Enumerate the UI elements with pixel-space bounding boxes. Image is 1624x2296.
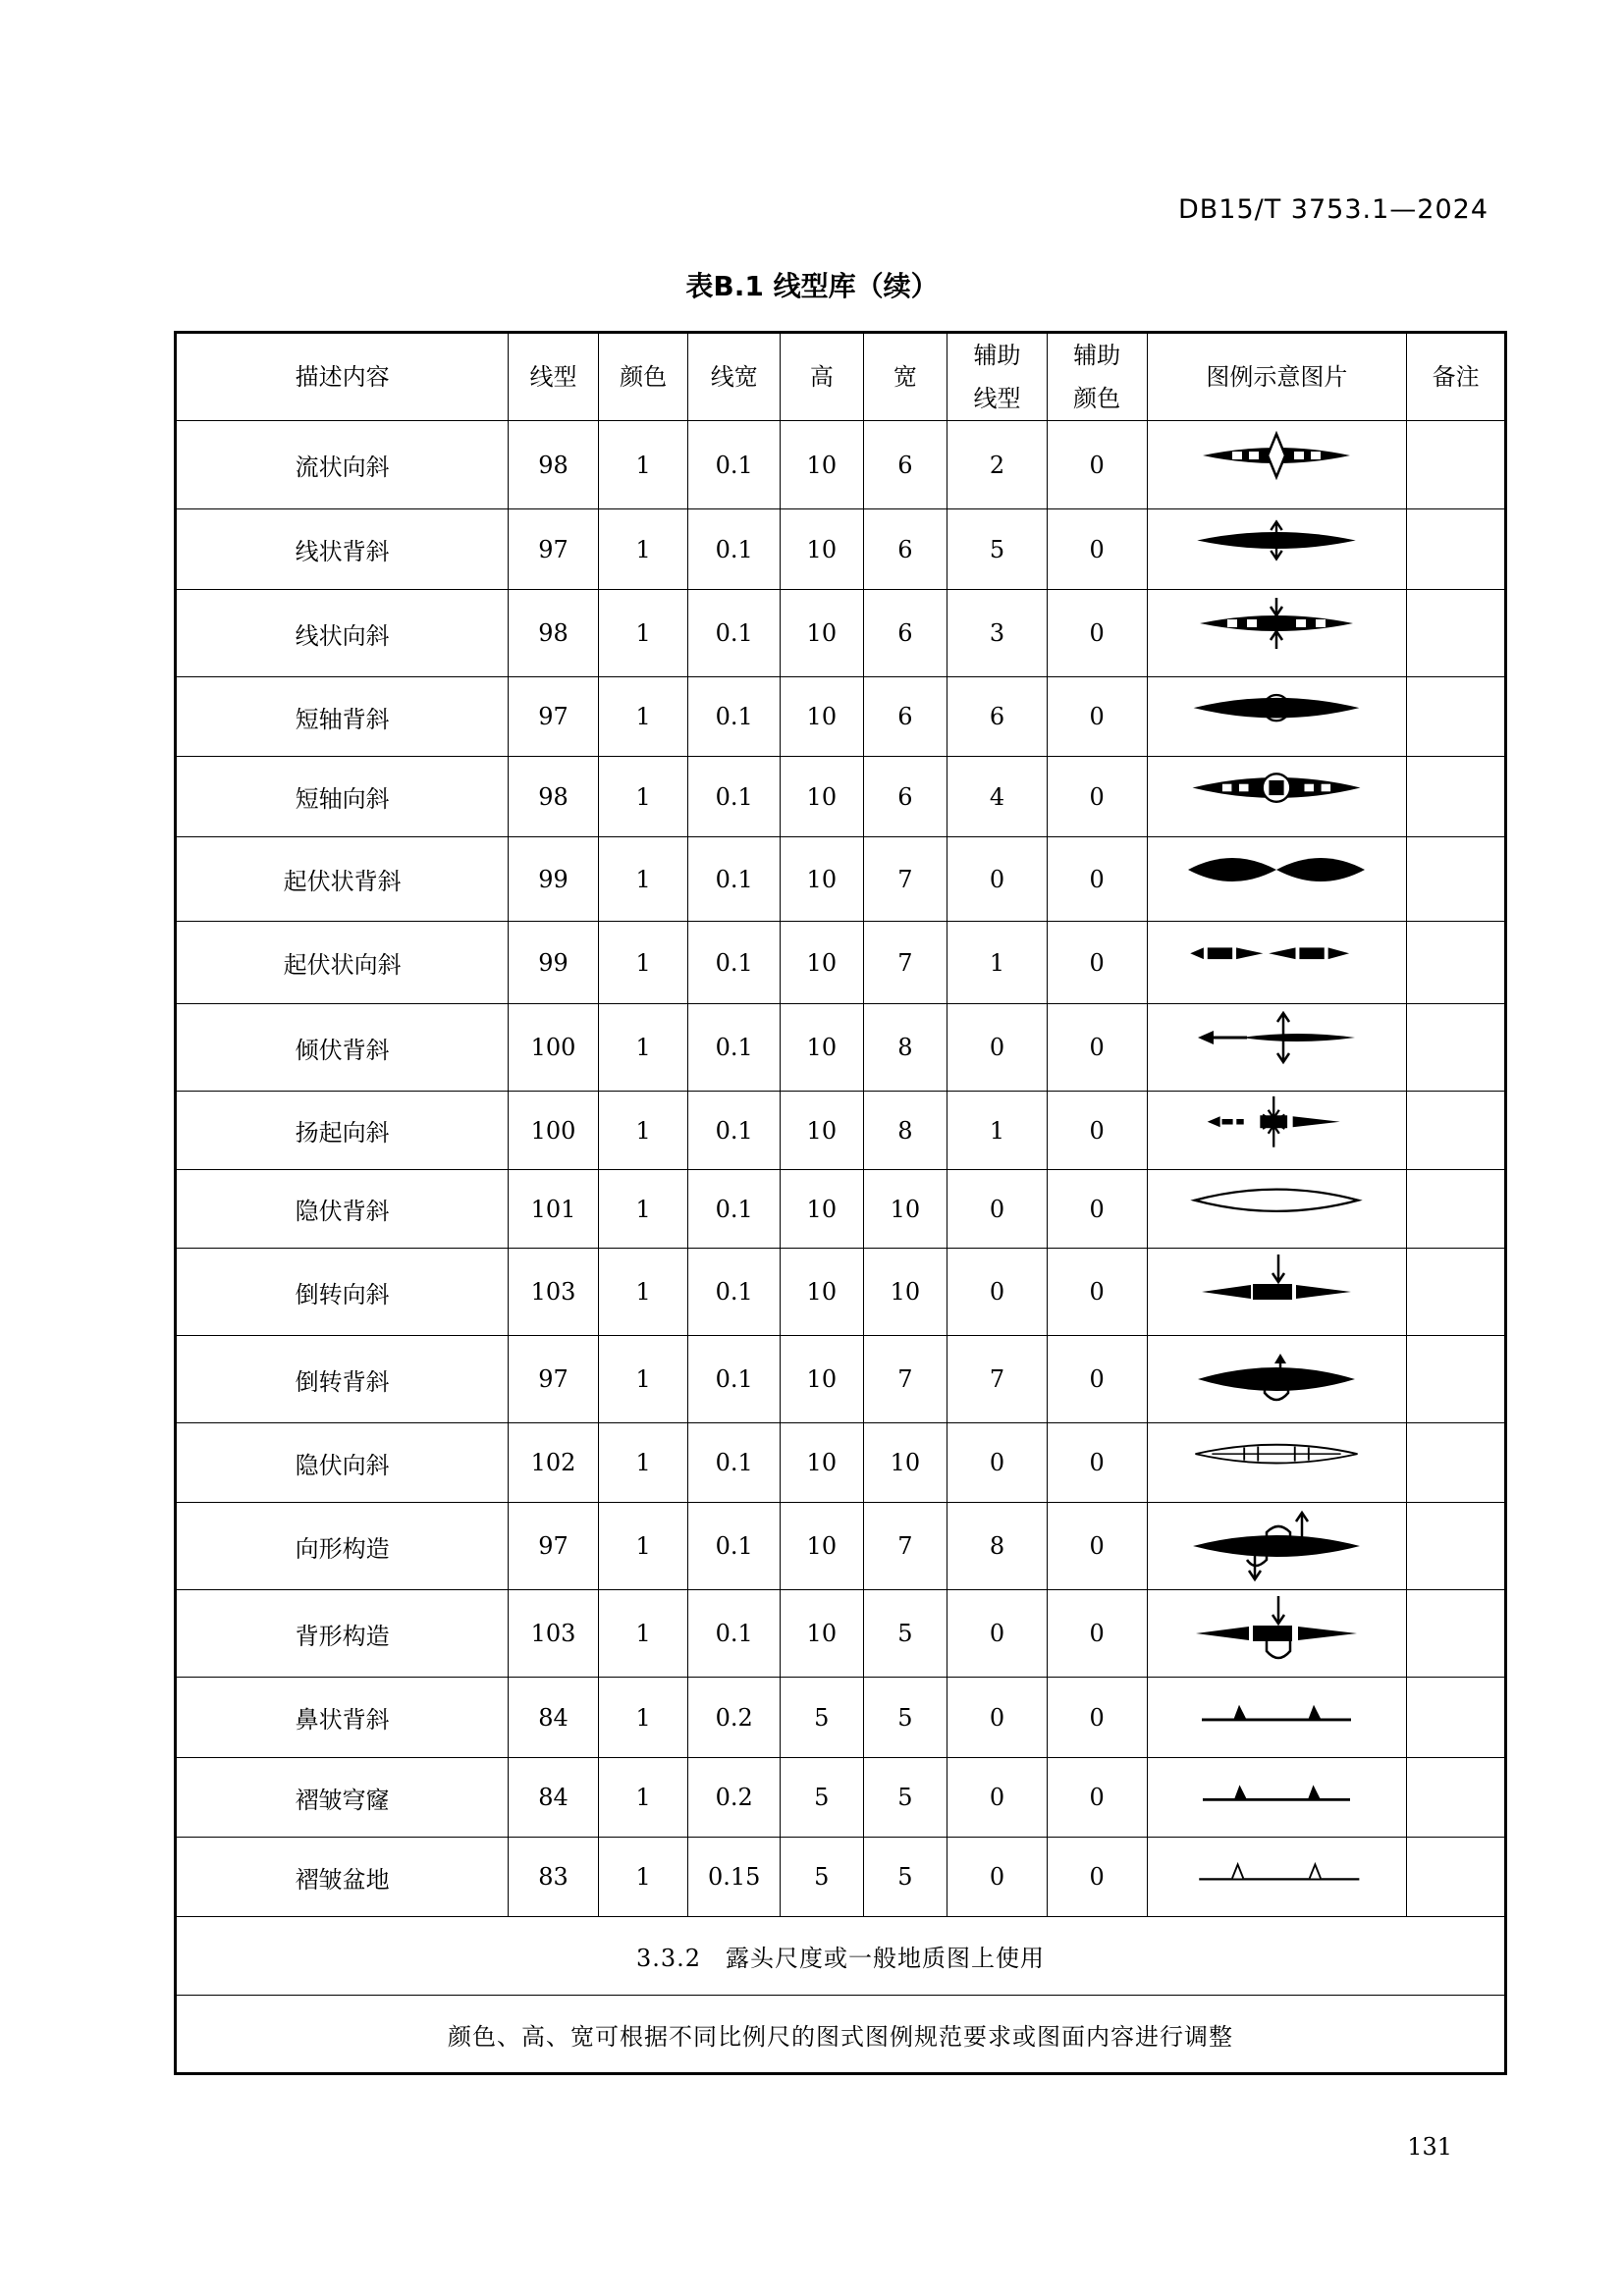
- width-cell: 5: [863, 1678, 947, 1758]
- antiform-icon: [1183, 1594, 1370, 1673]
- remark-cell: [1407, 1590, 1506, 1678]
- line-type-cell: 98: [509, 757, 599, 837]
- aux-color-cell: 0: [1047, 1503, 1147, 1590]
- aux-type-cell: 7: [947, 1336, 1048, 1423]
- color-cell: 1: [598, 922, 688, 1004]
- line-type-cell: 97: [509, 1336, 599, 1423]
- table-row: [176, 1170, 1506, 1249]
- color-cell: 1: [598, 1678, 688, 1758]
- col-header-w: 宽: [863, 333, 947, 421]
- line-width-cell: 0.2: [688, 1758, 781, 1838]
- table-row: [176, 1503, 1506, 1590]
- color-cell: 1: [598, 1838, 688, 1917]
- line-type-cell: 101: [509, 1170, 599, 1249]
- line-type-cell: 84: [509, 1758, 599, 1838]
- document-code: DB15/T 3753.1—2024: [1177, 194, 1489, 225]
- legend-image-cell: [1147, 837, 1407, 922]
- color-cell: 1: [598, 590, 688, 677]
- line-width-cell: 0.1: [688, 509, 781, 590]
- legend-image-cell: [1147, 1249, 1407, 1336]
- legend-image-cell: [1147, 1092, 1407, 1170]
- desc-cell: 线状向斜: [176, 590, 509, 677]
- line-type-cell: 103: [509, 1249, 599, 1336]
- fold-basin-icon: [1183, 1841, 1370, 1914]
- height-cell: 10: [781, 1590, 864, 1678]
- remark-cell: [1407, 1092, 1506, 1170]
- aux-type-cell: 0: [947, 1758, 1048, 1838]
- height-cell: 10: [781, 1249, 864, 1336]
- line-width-cell: 0.1: [688, 421, 781, 509]
- width-cell: 10: [863, 1170, 947, 1249]
- line-width-cell: 0.1: [688, 677, 781, 757]
- height-cell: 10: [781, 1092, 864, 1170]
- height-cell: 10: [781, 1170, 864, 1249]
- table-row: [176, 1678, 1506, 1758]
- height-cell: 10: [781, 421, 864, 509]
- width-cell: 10: [863, 1423, 947, 1503]
- line-type-cell: 98: [509, 421, 599, 509]
- col-header-legend: 图例示意图片: [1147, 333, 1407, 421]
- table-row: [176, 421, 1506, 509]
- page-number: 131: [1407, 2133, 1452, 2161]
- height-cell: 5: [781, 1758, 864, 1838]
- aux-color-cell: 0: [1047, 1758, 1147, 1838]
- table-row: [176, 1249, 1506, 1336]
- legend-image-cell: [1147, 1503, 1407, 1590]
- aux-type-cell: 1: [947, 922, 1048, 1004]
- table-title: 表B.1 线型库（续）: [685, 270, 939, 302]
- desc-cell: 倾伏背斜: [176, 1004, 509, 1092]
- table-row: [176, 922, 1506, 1004]
- table-row: [176, 1092, 1506, 1170]
- desc-cell: 起伏状向斜: [176, 922, 509, 1004]
- desc-cell: 扬起向斜: [176, 1092, 509, 1170]
- line-width-cell: 0.1: [688, 590, 781, 677]
- line-type-cell: 99: [509, 922, 599, 1004]
- aux-color-cell: 0: [1047, 1678, 1147, 1758]
- desc-cell: 褶皱穹窿: [176, 1758, 509, 1838]
- aux-color-cell: 0: [1047, 922, 1147, 1004]
- line-type-cell: 97: [509, 677, 599, 757]
- fold-dome-icon: [1183, 1761, 1370, 1835]
- note-row: [176, 1996, 1506, 2074]
- col-header-color: 颜色: [598, 333, 688, 421]
- undulating-syncline-icon: [1183, 925, 1370, 1001]
- width-cell: 8: [863, 1004, 947, 1092]
- col-header-height: 高: [781, 333, 864, 421]
- col-header-width: 线宽: [688, 333, 781, 421]
- legend-image-cell: [1147, 1336, 1407, 1423]
- line-width-cell: 0.1: [688, 1503, 781, 1590]
- line-type-table: [174, 331, 1507, 2075]
- aux-type-cell: 0: [947, 837, 1048, 922]
- remark-cell: [1407, 1004, 1506, 1092]
- aux-type-cell: 4: [947, 757, 1048, 837]
- adjustment-note: 颜色、高、宽可根据不同比例尺的图式图例规范要求或图面内容进行调整: [176, 1996, 1506, 2074]
- desc-cell: 倒转向斜: [176, 1249, 509, 1336]
- line-type-cell: 97: [509, 509, 599, 590]
- line-type-cell: 97: [509, 1503, 599, 1590]
- aux-color-cell: 0: [1047, 837, 1147, 922]
- color-cell: 1: [598, 1004, 688, 1092]
- remark-cell: [1407, 509, 1506, 590]
- linear-syncline-icon: [1183, 594, 1370, 672]
- legend-image-cell: [1147, 421, 1407, 509]
- remark-cell: [1407, 1249, 1506, 1336]
- plunging-anticline-icon: [1183, 1008, 1370, 1087]
- color-cell: 1: [598, 1423, 688, 1503]
- width-cell: 7: [863, 1336, 947, 1423]
- legend-image-cell: [1147, 757, 1407, 837]
- desc-cell: 短轴背斜: [176, 677, 509, 757]
- width-cell: 7: [863, 837, 947, 922]
- legend-image-cell: [1147, 590, 1407, 677]
- aux-type-cell: 6: [947, 677, 1048, 757]
- remark-cell: [1407, 677, 1506, 757]
- legend-image-cell: [1147, 509, 1407, 590]
- aux-color-cell: 0: [1047, 677, 1147, 757]
- aux-type-cell: 8: [947, 1503, 1048, 1590]
- table-row: [176, 1758, 1506, 1838]
- desc-cell: 鼻状背斜: [176, 1678, 509, 1758]
- remark-cell: [1407, 1336, 1506, 1423]
- color-cell: 1: [598, 1590, 688, 1678]
- aux-color-cell: 0: [1047, 1838, 1147, 1917]
- aux-type-cell: 0: [947, 1423, 1048, 1503]
- height-cell: 10: [781, 1004, 864, 1092]
- color-cell: 1: [598, 1503, 688, 1590]
- desc-cell: 线状背斜: [176, 509, 509, 590]
- table-row: [176, 1590, 1506, 1678]
- width-cell: 7: [863, 1503, 947, 1590]
- height-cell: 5: [781, 1678, 864, 1758]
- remark-cell: [1407, 590, 1506, 677]
- col-header-aux-type-line2: 线型: [973, 385, 1021, 412]
- height-cell: 10: [781, 677, 864, 757]
- legend-image-cell: [1147, 1678, 1407, 1758]
- overturned-anticline-icon: [1183, 1340, 1370, 1418]
- aux-color-cell: 0: [1047, 421, 1147, 509]
- aux-color-cell: 0: [1047, 1170, 1147, 1249]
- aux-color-cell: 0: [1047, 1590, 1147, 1678]
- desc-cell: 隐伏背斜: [176, 1170, 509, 1249]
- table-row: [176, 677, 1506, 757]
- height-cell: 10: [781, 509, 864, 590]
- table-row: [176, 1423, 1506, 1503]
- section-row: [176, 1917, 1506, 1996]
- height-cell: 10: [781, 1503, 864, 1590]
- remark-cell: [1407, 1423, 1506, 1503]
- aux-type-cell: 0: [947, 1170, 1048, 1249]
- aux-color-cell: 0: [1047, 757, 1147, 837]
- aux-type-cell: 0: [947, 1590, 1048, 1678]
- remark-cell: [1407, 1503, 1506, 1590]
- line-width-cell: 0.1: [688, 1336, 781, 1423]
- col-header-aux-color-line2: 颜色: [1073, 385, 1121, 412]
- line-width-cell: 0.1: [688, 837, 781, 922]
- color-cell: 1: [598, 1336, 688, 1423]
- height-cell: 10: [781, 757, 864, 837]
- line-width-cell: 0.1: [688, 1423, 781, 1503]
- remark-cell: [1407, 1678, 1506, 1758]
- col-header-type: 线型: [509, 333, 599, 421]
- table-row: [176, 509, 1506, 590]
- width-cell: 5: [863, 1838, 947, 1917]
- width-cell: 7: [863, 922, 947, 1004]
- aux-type-cell: 0: [947, 1678, 1048, 1758]
- aux-type-cell: 2: [947, 421, 1048, 509]
- short-axis-anticline-icon: [1183, 680, 1370, 754]
- table-row: [176, 1838, 1506, 1917]
- remark-cell: [1407, 1758, 1506, 1838]
- desc-cell: 背形构造: [176, 1590, 509, 1678]
- desc-cell: 倒转背斜: [176, 1336, 509, 1423]
- undulating-anticline-icon: [1183, 840, 1370, 919]
- line-width-cell: 0.1: [688, 1004, 781, 1092]
- color-cell: 1: [598, 1170, 688, 1249]
- aux-color-cell: 0: [1047, 1004, 1147, 1092]
- table-row: [176, 837, 1506, 922]
- color-cell: 1: [598, 677, 688, 757]
- aux-type-cell: 5: [947, 509, 1048, 590]
- width-cell: 6: [863, 590, 947, 677]
- width-cell: 6: [863, 421, 947, 509]
- width-cell: 6: [863, 757, 947, 837]
- line-width-cell: 0.1: [688, 1249, 781, 1336]
- col-header-aux-type: [947, 333, 1048, 421]
- aux-color-cell: 0: [1047, 590, 1147, 677]
- color-cell: 1: [598, 1249, 688, 1336]
- aux-color-cell: 0: [1047, 509, 1147, 590]
- line-width-cell: 0.1: [688, 1170, 781, 1249]
- legend-image-cell: [1147, 1423, 1407, 1503]
- line-width-cell: 0.15: [688, 1838, 781, 1917]
- aux-color-cell: 0: [1047, 1423, 1147, 1503]
- aux-color-cell: 0: [1047, 1092, 1147, 1170]
- legend-image-cell: [1147, 677, 1407, 757]
- height-cell: 10: [781, 1336, 864, 1423]
- line-type-cell: 99: [509, 837, 599, 922]
- synform-icon: [1183, 1507, 1370, 1585]
- height-cell: 5: [781, 1838, 864, 1917]
- aux-type-cell: 0: [947, 1249, 1048, 1336]
- color-cell: 1: [598, 509, 688, 590]
- flow-syncline-icon: [1183, 426, 1370, 505]
- width-cell: 5: [863, 1758, 947, 1838]
- line-type-cell: 100: [509, 1092, 599, 1170]
- desc-cell: 短轴向斜: [176, 757, 509, 837]
- line-width-cell: 0.1: [688, 757, 781, 837]
- color-cell: 1: [598, 421, 688, 509]
- desc-cell: 隐伏向斜: [176, 1423, 509, 1503]
- overturned-syncline-icon: [1183, 1253, 1370, 1331]
- height-cell: 10: [781, 590, 864, 677]
- legend-image-cell: [1147, 1838, 1407, 1917]
- desc-cell: 流状向斜: [176, 421, 509, 509]
- legend-image-cell: [1147, 1004, 1407, 1092]
- col-header-aux-type-line1: 辅助: [973, 342, 1021, 369]
- line-type-cell: 98: [509, 590, 599, 677]
- aux-type-cell: 0: [947, 1838, 1048, 1917]
- aux-color-cell: 0: [1047, 1336, 1147, 1423]
- legend-image-cell: [1147, 1170, 1407, 1249]
- aux-type-cell: 1: [947, 1092, 1048, 1170]
- aux-type-cell: 3: [947, 590, 1048, 677]
- line-type-cell: 84: [509, 1678, 599, 1758]
- desc-cell: 褶皱盆地: [176, 1838, 509, 1917]
- col-header-aux-color: [1047, 333, 1147, 421]
- remark-cell: [1407, 1838, 1506, 1917]
- table-row: [176, 1336, 1506, 1423]
- col-header-desc: 描述内容: [176, 333, 509, 421]
- color-cell: 1: [598, 1758, 688, 1838]
- aux-type-cell: 0: [947, 1004, 1048, 1092]
- width-cell: 10: [863, 1249, 947, 1336]
- line-type-cell: 100: [509, 1004, 599, 1092]
- height-cell: 10: [781, 837, 864, 922]
- line-type-cell: 102: [509, 1423, 599, 1503]
- table-row: [176, 757, 1506, 837]
- remark-cell: [1407, 837, 1506, 922]
- width-cell: 8: [863, 1092, 947, 1170]
- buried-syncline-icon: [1183, 1426, 1370, 1500]
- short-axis-syncline-icon: [1183, 760, 1370, 834]
- color-cell: 1: [598, 837, 688, 922]
- color-cell: 1: [598, 1092, 688, 1170]
- width-cell: 6: [863, 677, 947, 757]
- legend-image-cell: [1147, 1758, 1407, 1838]
- remark-cell: [1407, 421, 1506, 509]
- line-type-cell: 103: [509, 1590, 599, 1678]
- color-cell: 1: [598, 757, 688, 837]
- height-cell: 10: [781, 922, 864, 1004]
- linear-anticline-icon: [1183, 512, 1370, 587]
- line-width-cell: 0.2: [688, 1678, 781, 1758]
- table-row: [176, 1004, 1506, 1092]
- line-width-cell: 0.1: [688, 922, 781, 1004]
- nose-anticline-icon: [1183, 1681, 1370, 1755]
- desc-cell: 向形构造: [176, 1503, 509, 1590]
- col-header-aux-color-line1: 辅助: [1073, 342, 1121, 369]
- table-row: [176, 590, 1506, 677]
- height-cell: 10: [781, 1423, 864, 1503]
- buried-anticline-icon: [1183, 1173, 1370, 1246]
- legend-image-cell: [1147, 1590, 1407, 1678]
- table-header-row: [176, 333, 1506, 421]
- width-cell: 5: [863, 1590, 947, 1678]
- remark-cell: [1407, 1170, 1506, 1249]
- col-header-remark: 备注: [1407, 333, 1506, 421]
- line-width-cell: 0.1: [688, 1590, 781, 1678]
- remark-cell: [1407, 922, 1506, 1004]
- desc-cell: 起伏状背斜: [176, 837, 509, 922]
- remark-cell: [1407, 757, 1506, 837]
- line-width-cell: 0.1: [688, 1092, 781, 1170]
- aux-color-cell: 0: [1047, 1249, 1147, 1336]
- legend-image-cell: [1147, 922, 1407, 1004]
- section-heading: 3.3.2 露头尺度或一般地质图上使用: [176, 1917, 1506, 1996]
- width-cell: 6: [863, 509, 947, 590]
- line-type-cell: 83: [509, 1838, 599, 1917]
- rising-syncline-icon: [1183, 1095, 1370, 1167]
